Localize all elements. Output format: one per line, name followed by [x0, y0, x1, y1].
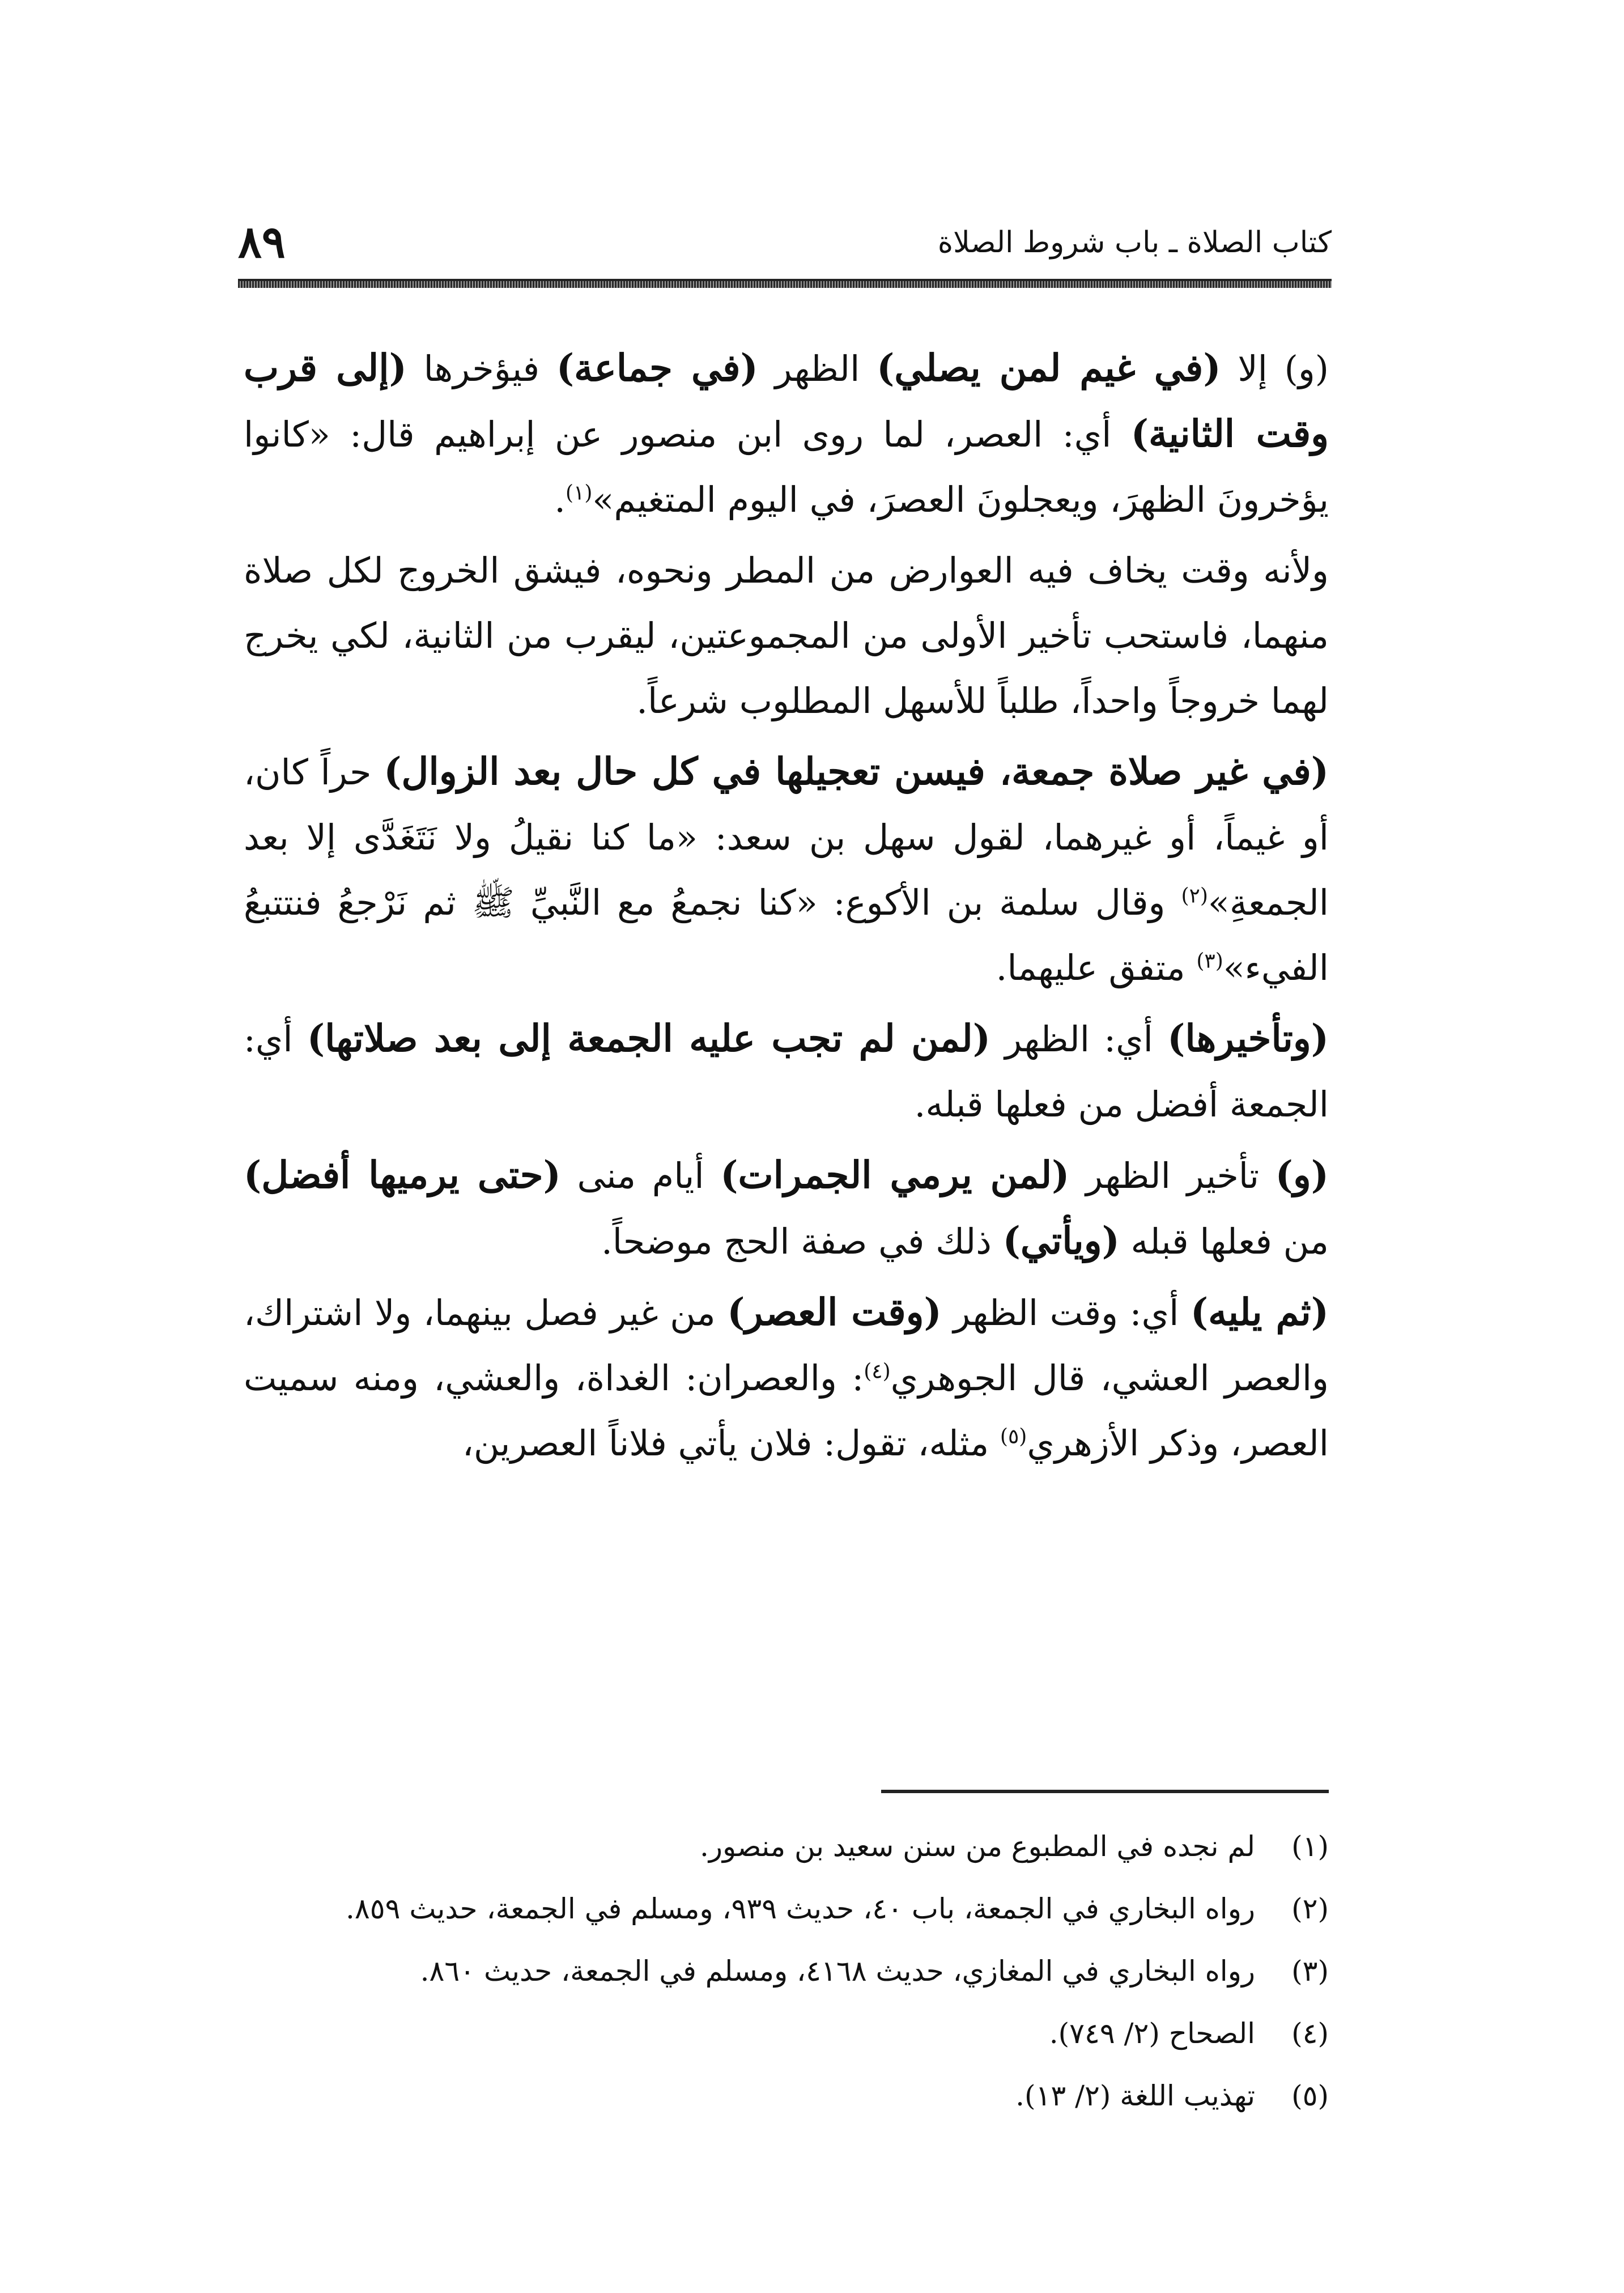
paragraph [244, 1006, 1329, 1137]
commentary-text: أي: الجمعة أفضل من فعلها قبله. [244, 1018, 1329, 1125]
commentary-text: وقال سلمة بن الأكوع: «كنا نجمعُ مع النَّبيِّ ﷺ ثم نَرْجعُ فنتتبعُ الفيء» [244, 882, 1329, 988]
matn-text: (لمن يرمي الجمرات) [720, 1153, 1070, 1197]
commentary-text: من فعلها قبله [1119, 1221, 1329, 1262]
commentary-text: أي: وقت الظهر [941, 1292, 1191, 1334]
paragraph [244, 739, 1329, 1000]
paragraph [244, 336, 1329, 532]
footnote-number: (١) [1291, 1830, 1329, 1863]
footnote [244, 1819, 1329, 1874]
commentary-text: مثله، تقول: فلان يأتي فلاناً العصرين، [462, 1422, 1000, 1464]
commentary-text: أيام منى [560, 1155, 721, 1196]
footnote-reference: (١) [565, 481, 593, 505]
footnote-text: الصحاح (٢/ ٧٤٩). [1049, 2017, 1255, 2050]
footnote-number: (٣) [1291, 1955, 1329, 1988]
commentary-text: أي: العصر، لما روى ابن منصور عن إبراهيم قال: «كانوا يؤخرونَ الظهرَ، ويعجلونَ العصرَ، في اليوم المتغيم» [244, 414, 1329, 520]
commentary-text: ذلك في صفة الحج موضحاً. [601, 1221, 1003, 1262]
footnote-reference: (٥) [1000, 1425, 1027, 1449]
commentary-text: الظهر [758, 348, 877, 389]
matn-text: (ويأتي) [1002, 1218, 1120, 1263]
matn-text: (في جماعة) [556, 346, 758, 390]
footnote-text: رواه البخاري في المغازي، حديث ٤١٦٨، ومسلم في الجمعة، حديث ٨٦٠. [420, 1955, 1255, 1988]
paragraph [244, 1143, 1329, 1274]
footnote-reference: (٢) [1181, 884, 1208, 908]
commentary-text: حراً كان، أو غيماً، أو غيرهما، لقول سهل بن سعد: «ما كنا نقيلُ ولا نَتَغَدَّى إلا بعد الجمعةِ» [244, 751, 1329, 923]
footnote-number: (٥) [1291, 2079, 1329, 2112]
matn-text: (إلى قرب وقت الثانية) [244, 346, 1329, 456]
matn-text: (في غير صلاة جمعة، فيسن تعجيلها في كل حال بعد الزوال) [384, 749, 1329, 793]
commentary-text: أي: الظهر [990, 1018, 1168, 1060]
commentary-text: متفق عليهما. [996, 947, 1197, 988]
commentary-text: فيؤخرها [406, 348, 556, 389]
footnote-number: (٢) [1291, 1892, 1329, 1925]
footnote [244, 1882, 1329, 1936]
footnote-reference: (٣) [1196, 949, 1223, 973]
matn-text: (وتأخيرها) [1167, 1016, 1329, 1060]
matn-text: (وقت العصر) [727, 1290, 942, 1334]
footnotes [244, 1819, 1329, 2131]
matn-text: (لمن لم تجب عليه الجمعة إلى بعد صلاتها) [307, 1016, 990, 1060]
footnote-text: لم نجده في المطبوع من سنن سعيد بن منصور. [700, 1830, 1255, 1863]
page-number: ٨٩ [238, 216, 286, 268]
commentary-text: : والعصران: الغداة، والعشي، ومنه سميت العصر، وذكر الأزهري [244, 1357, 1329, 1464]
footnote-number: (٤) [1291, 2017, 1329, 2050]
chapter-title: كتاب الصلاة ـ باب شروط الصلاة [937, 226, 1332, 260]
matn-text: (في غيم لمن يصلي) [877, 346, 1221, 390]
main-text [244, 336, 1329, 1481]
footnote [244, 2069, 1329, 2123]
header-rule [238, 279, 1332, 288]
footnote [244, 2006, 1329, 2061]
footnote-text: رواه البخاري في الجمعة، باب ٤٠، حديث ٩٣٩، ومسلم في الجمعة، حديث ٨٥٩. [346, 1892, 1255, 1925]
footnote-text: تهذيب اللغة (٢/ ١٣). [1015, 2079, 1255, 2112]
commentary-text: من غير فصل بينهما، ولا اشتراك، والعصر العشي، قال الجوهري [244, 1292, 1329, 1399]
paragraph [244, 1280, 1329, 1476]
paragraph [244, 538, 1329, 733]
running-header [238, 215, 1332, 272]
commentary-text: ولأنه وقت يخاف فيه العوارض من المطر ونحوه، فيشق الخروج لكل صلاة منهما، فاستحب تأخير الأولى من المجموعتين، ليقرب من الثانية، لكي يخرج لهما خروجاً واحداً، طلباً للأسهل المطلوب شرعاً. [244, 550, 1329, 721]
commentary-text: تأخير الظهر [1069, 1155, 1276, 1196]
matn-text: (و) [1275, 1153, 1329, 1197]
footnote-reference: (٤) [864, 1360, 891, 1383]
commentary-text: (و) إلا [1221, 348, 1329, 389]
matn-text: (حتى يرميها أفضل) [244, 1153, 561, 1197]
footnote-separator [881, 1790, 1329, 1793]
matn-text: (ثم يليه) [1190, 1290, 1329, 1334]
footnote [244, 1944, 1329, 1998]
commentary-text: . [554, 479, 566, 520]
